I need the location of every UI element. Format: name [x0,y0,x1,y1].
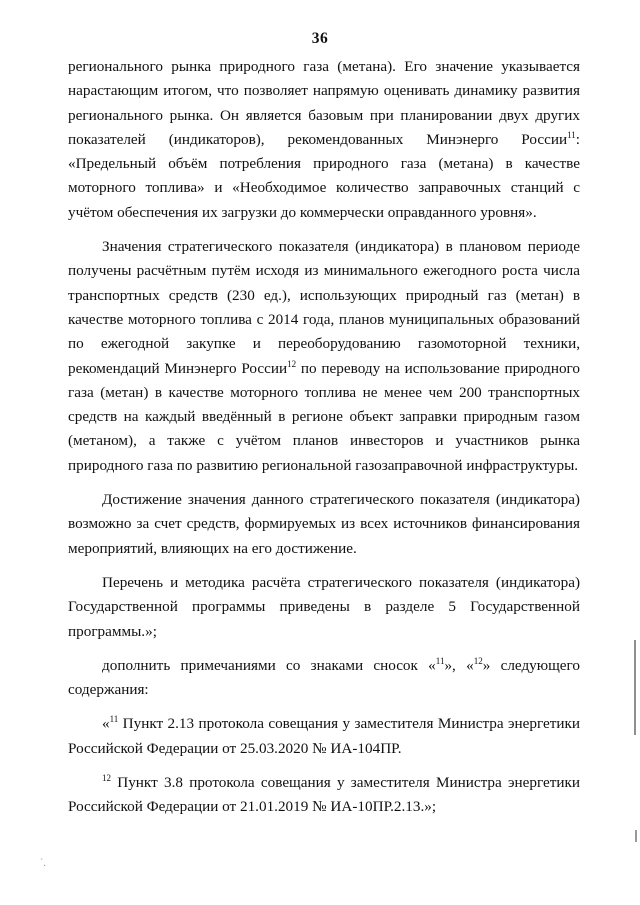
footnote-12 [68,771,580,820]
scan-edge-mark-small [635,830,637,842]
footnote-mark-11: 11 [435,655,445,666]
paragraph-2 [68,235,580,478]
paragraph-2-text-b: по переводу на использование природного газа (метан) в качестве моторного топлива не менее чем 200 транспортных средств на каждый введённый в регионе объект заправки природным газом (метаном), а также с учётом планов инвесторов и участников рынка природного газа по развитию региональной газозаправочной инфраструктуры. [68,359,581,474]
paragraph-1-text-b: : «Предельный объём потребления природного газа (метана) в качестве моторного топлива» и «Необходимое количество заправочных станций с учётом обеспечения их загрузки до коммерчески оправданного уровня». [68,130,580,221]
footnote-12-number: 12 [102,772,111,783]
paragraph-5-text-c: » следующего содержания: [68,656,580,699]
footnote-mark-12: 12 [473,655,483,666]
footnote-11 [68,712,580,761]
paragraph-3: Достижение значения данного стратегического показателя (индикатора) возможно за счет средств, формируемых из всех источников финансирования мероприятий, влияющих на его достижение. [68,491,580,557]
footnote-12-text: Пункт 3.8 протокола совещания у заместителя Министра энергетики Российской Федерации от 21.01.2019 № ИА-10ПР.2.13.»; [68,774,580,816]
scan-edge-mark [634,640,636,735]
footnote-ref-11: 11 [567,129,576,140]
paragraph-5-text-a: дополнить примечаниями со знаками сносок « [102,656,436,674]
scan-speck-mark: `. [40,858,46,869]
footnote-11-text: Пункт 2.13 протокола совещания у заместителя Министра энергетики Российской Федерации от 25.03.2020 № ИА-104ПР. [68,715,580,757]
document-body [68,55,580,830]
footnote-11-number: 11 [109,714,119,725]
paragraph-2-text-a: Значения стратегического показателя (индикатора) в плановом периоде получены расчётным путём исходя из минимального ежегодного роста числа транспортных средств (230 ед.), использующих природный газ (метан) в качестве моторного топлива с 2014 года, планов муниципальных образований по ежегодной закупке и переоборудованию газомоторной техники, рекомендаций Минэнерго России [68,238,580,377]
paragraph-1-text-a: регионального рынка природного газа (метана). Его значение указывается нарастающим итогом, что позволяет напрямую оценивать динамику развития регионального рынка. Он является базовым при планировании двух других показателей (индикаторов), рекомендованных Минэнерго России [68,58,580,148]
paragraph-4: Перечень и методика расчёта стратегического показателя (индикатора) Государственной программы приведены в разделе 5 Государственной программы.»; [68,573,580,640]
footnote-ref-12: 12 [287,358,297,369]
paragraph-5-text-b: », « [444,656,474,674]
page-number: 36 [311,30,329,47]
footnote-11-open-quote: « [102,715,110,733]
paragraph-5 [68,654,580,703]
paragraph-1 [68,55,580,225]
